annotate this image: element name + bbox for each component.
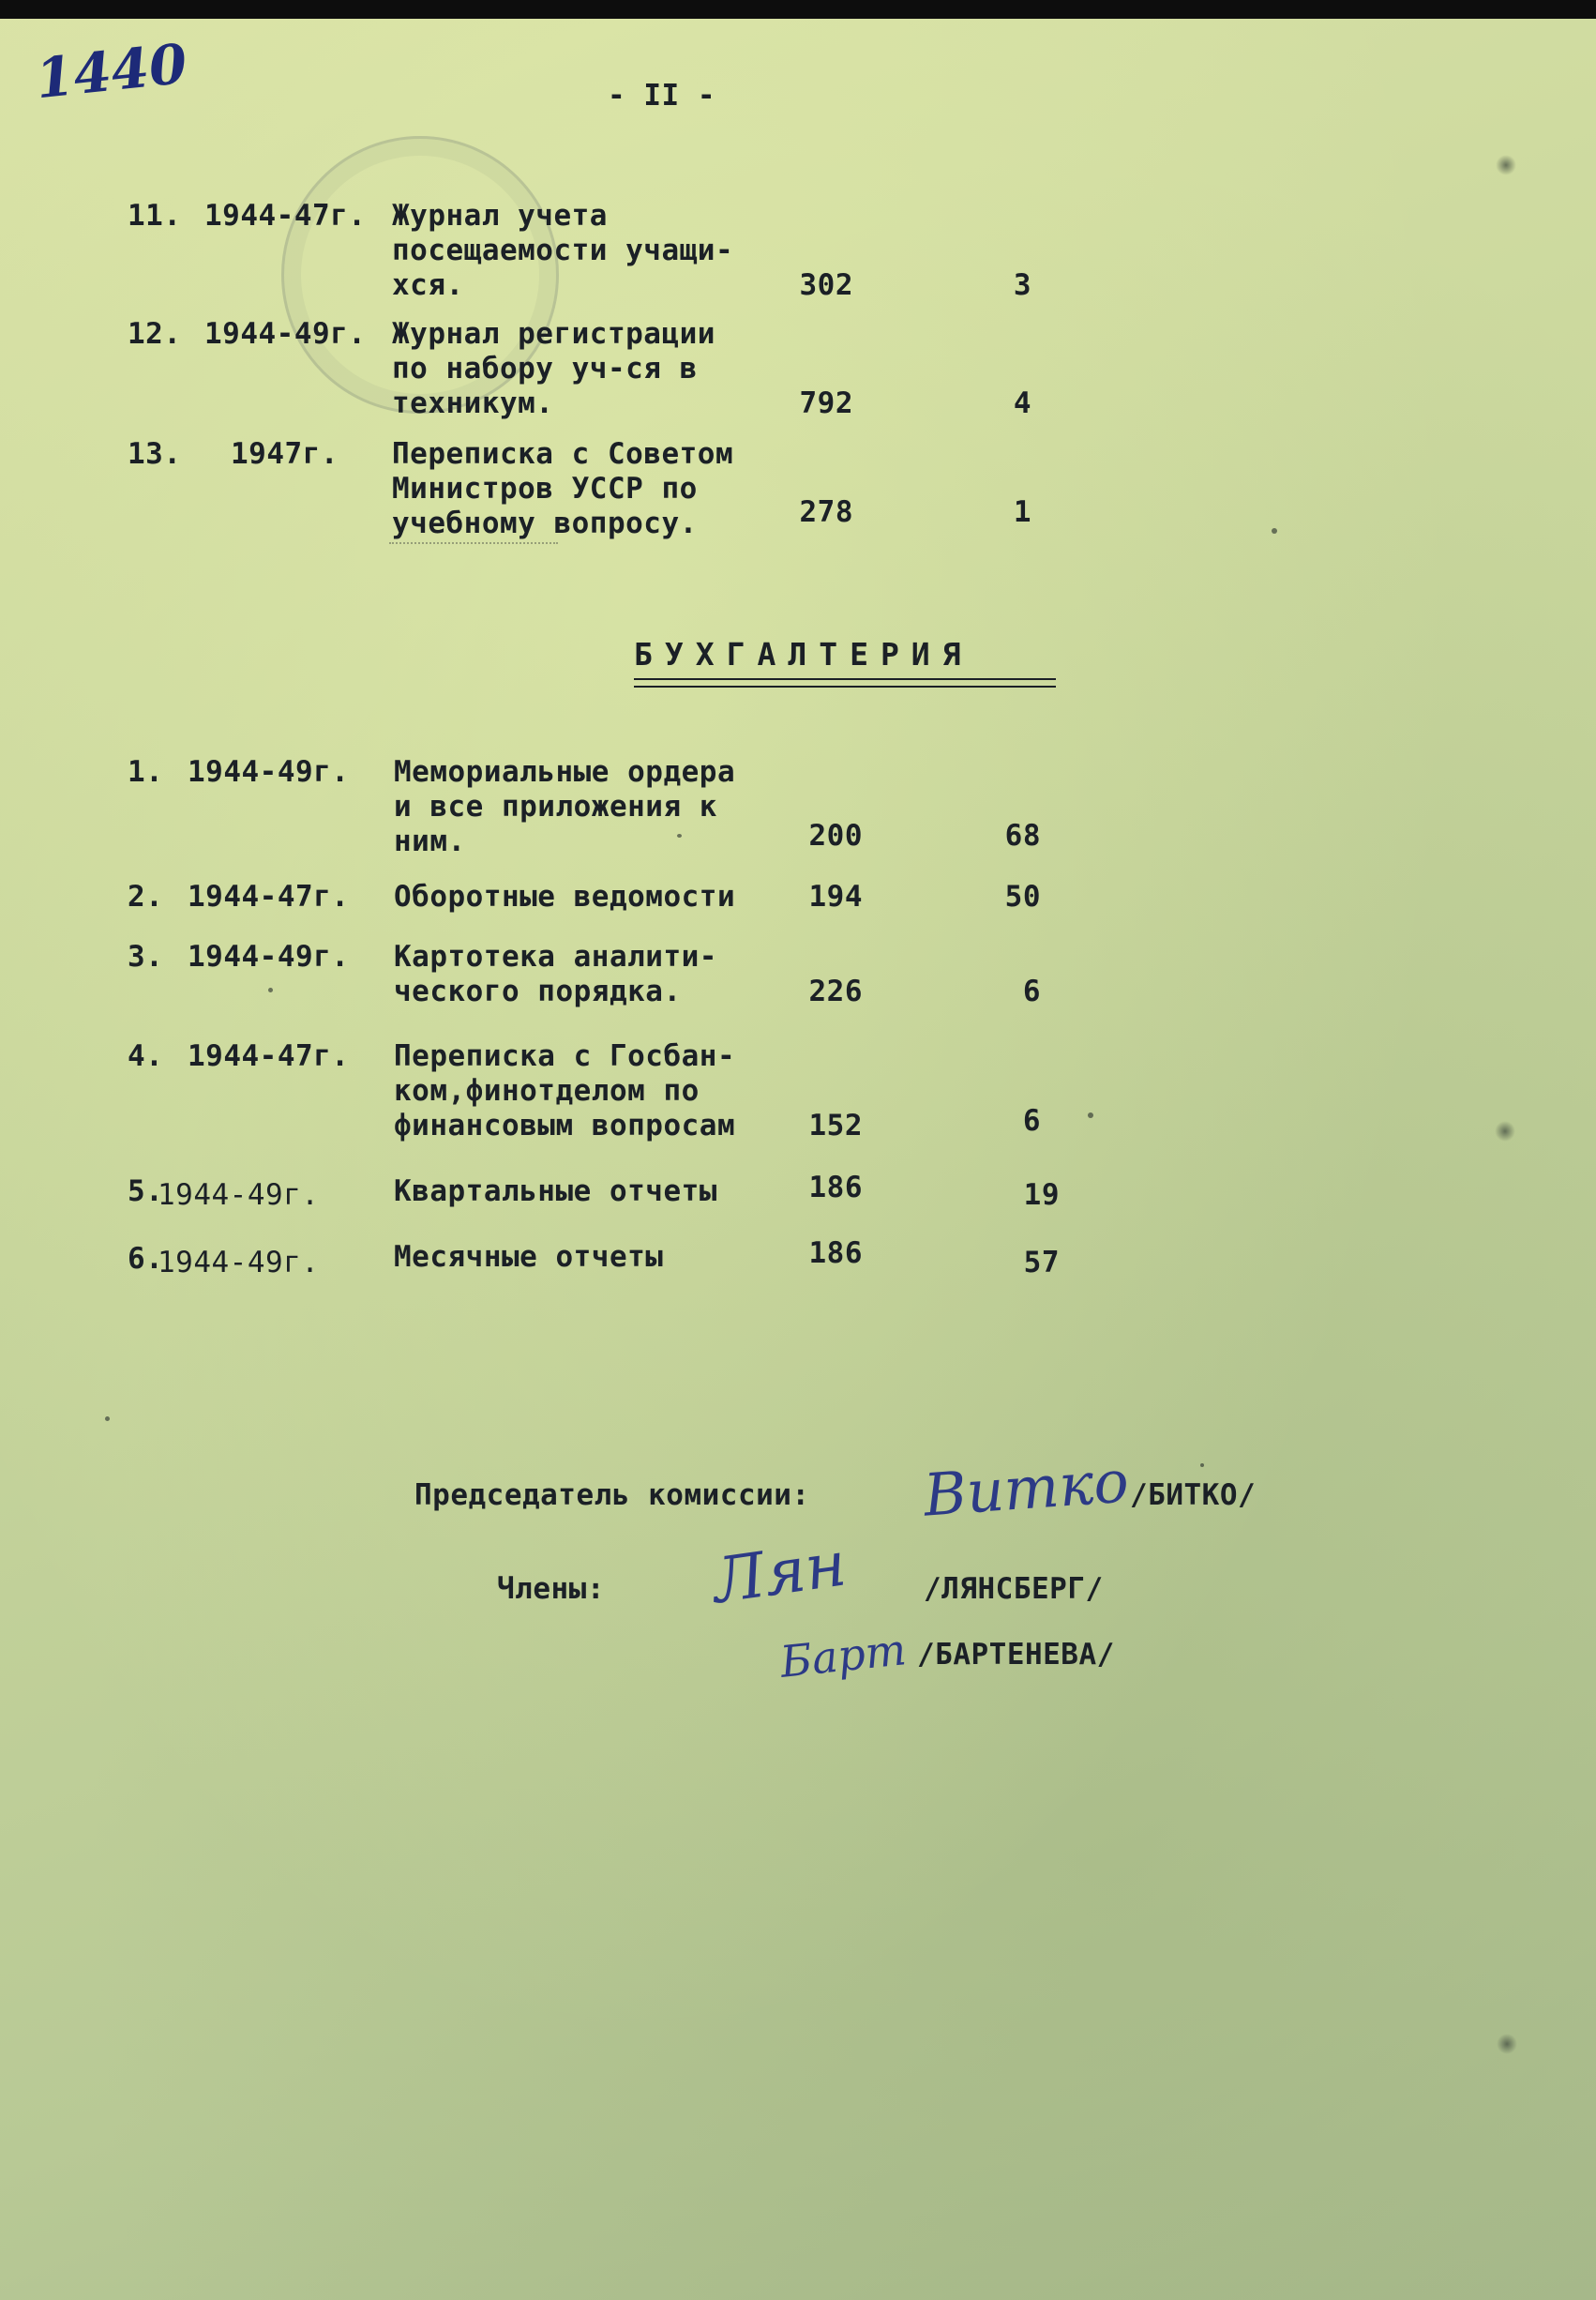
chair-signature: Витко bbox=[921, 1446, 1131, 1530]
row-title-line: хся. bbox=[392, 268, 464, 302]
row-value: 186 bbox=[808, 1236, 863, 1270]
row-title-line: ческого порядка. bbox=[394, 975, 682, 1008]
row-value: 226 bbox=[808, 975, 863, 1008]
row-years: 1944-49г. bbox=[188, 940, 350, 974]
row-years: 1944-47г. bbox=[188, 1039, 350, 1073]
row-count: 6 bbox=[1022, 975, 1041, 1008]
ink-speck bbox=[268, 988, 273, 992]
row-count: 6 bbox=[1022, 1104, 1041, 1138]
members-label: Члены: bbox=[497, 1572, 605, 1606]
row-title-line: по набору уч-ся в bbox=[392, 352, 698, 386]
row-number: 12. bbox=[128, 317, 182, 351]
ink-speck bbox=[105, 1416, 110, 1421]
row-number: 5. bbox=[128, 1174, 164, 1208]
row-years: 1944-49г. bbox=[188, 755, 350, 789]
heading-underline bbox=[634, 678, 1056, 688]
row-count: 19 bbox=[1023, 1178, 1060, 1212]
row-years: 1944-49г. bbox=[204, 317, 367, 351]
row-title-line: Оборотные ведомости bbox=[394, 880, 736, 914]
row-years: 1944-49г. bbox=[158, 1246, 320, 1279]
row-count: 4 bbox=[1013, 386, 1031, 420]
row-number: 3. bbox=[128, 940, 164, 974]
row-title-line: ком,финотделом по bbox=[394, 1074, 700, 1108]
row-count: 57 bbox=[1023, 1246, 1060, 1279]
row-years: 1944-47г. bbox=[204, 199, 367, 233]
ink-speck bbox=[677, 834, 682, 838]
row-number: 4. bbox=[128, 1039, 164, 1073]
ink-speck bbox=[1200, 1463, 1204, 1467]
row-count: 3 bbox=[1013, 268, 1031, 302]
row-number: 13. bbox=[128, 437, 182, 471]
chair-name: /БИТКО/ bbox=[1130, 1478, 1257, 1512]
row-title-line: финансовым вопросам bbox=[394, 1109, 736, 1142]
row-value: 278 bbox=[799, 495, 853, 529]
page-marker: - II - bbox=[608, 79, 715, 113]
chair-label: Председатель комиссии: bbox=[414, 1478, 810, 1512]
member2-signature: Барт bbox=[777, 1624, 909, 1687]
row-count: 50 bbox=[1004, 880, 1041, 914]
row-title-line: Квартальные отчеты bbox=[394, 1174, 717, 1208]
row-number: 2. bbox=[128, 880, 164, 914]
row-title-line: Переписка с Госбан- bbox=[394, 1039, 736, 1073]
row-title-line: Министров УССР по bbox=[392, 472, 698, 506]
row-value: 186 bbox=[808, 1171, 863, 1204]
row-number: 1. bbox=[128, 755, 164, 789]
section-heading: БУХГАЛТЕРИЯ bbox=[634, 636, 973, 673]
row-title-line: учебному вопросу. bbox=[392, 507, 698, 540]
member1-name: /ЛЯНСБЕРГ/ bbox=[924, 1572, 1104, 1606]
row-years: 1944-49г. bbox=[158, 1178, 320, 1212]
row-value: 302 bbox=[799, 268, 853, 302]
member1-signature: Лян bbox=[708, 1527, 851, 1618]
row-count: 1 bbox=[1013, 495, 1031, 529]
punch-hole bbox=[1495, 1121, 1515, 1142]
row-title-line: техникум. bbox=[392, 386, 554, 420]
row-title-line: Картотека аналити- bbox=[394, 940, 717, 974]
row-title-line: ним. bbox=[394, 825, 466, 858]
row-value: 792 bbox=[799, 386, 853, 420]
row-title-line: Месячные отчеты bbox=[394, 1240, 664, 1274]
punch-hole bbox=[1497, 2034, 1517, 2054]
row-value: 194 bbox=[808, 880, 863, 914]
archive-number: 1440 bbox=[32, 31, 190, 112]
row-years: 1947г. bbox=[231, 437, 339, 471]
row-value: 200 bbox=[808, 819, 863, 853]
row-title-line: Мемориальные ордера bbox=[394, 755, 736, 789]
row-title-line: Журнал регистрации bbox=[392, 317, 715, 351]
row-title-line: Журнал учета bbox=[392, 199, 608, 233]
row-years: 1944-47г. bbox=[188, 880, 350, 914]
row-title-line: и все приложения к bbox=[394, 790, 717, 824]
member2-name: /БАРТЕНЕВА/ bbox=[917, 1638, 1115, 1672]
document-page bbox=[0, 19, 1596, 2300]
row-title-line: Переписка с Советом bbox=[392, 437, 734, 471]
row-count: 68 bbox=[1004, 819, 1041, 853]
dotted-separator bbox=[389, 542, 558, 544]
row-title-line: посещаемости учащи- bbox=[392, 234, 734, 267]
row-value: 152 bbox=[808, 1109, 863, 1142]
punch-hole bbox=[1496, 155, 1516, 175]
row-number: 6. bbox=[128, 1242, 164, 1276]
row-number: 11. bbox=[128, 199, 182, 233]
ink-speck bbox=[1272, 528, 1277, 534]
ink-speck bbox=[1088, 1112, 1093, 1118]
